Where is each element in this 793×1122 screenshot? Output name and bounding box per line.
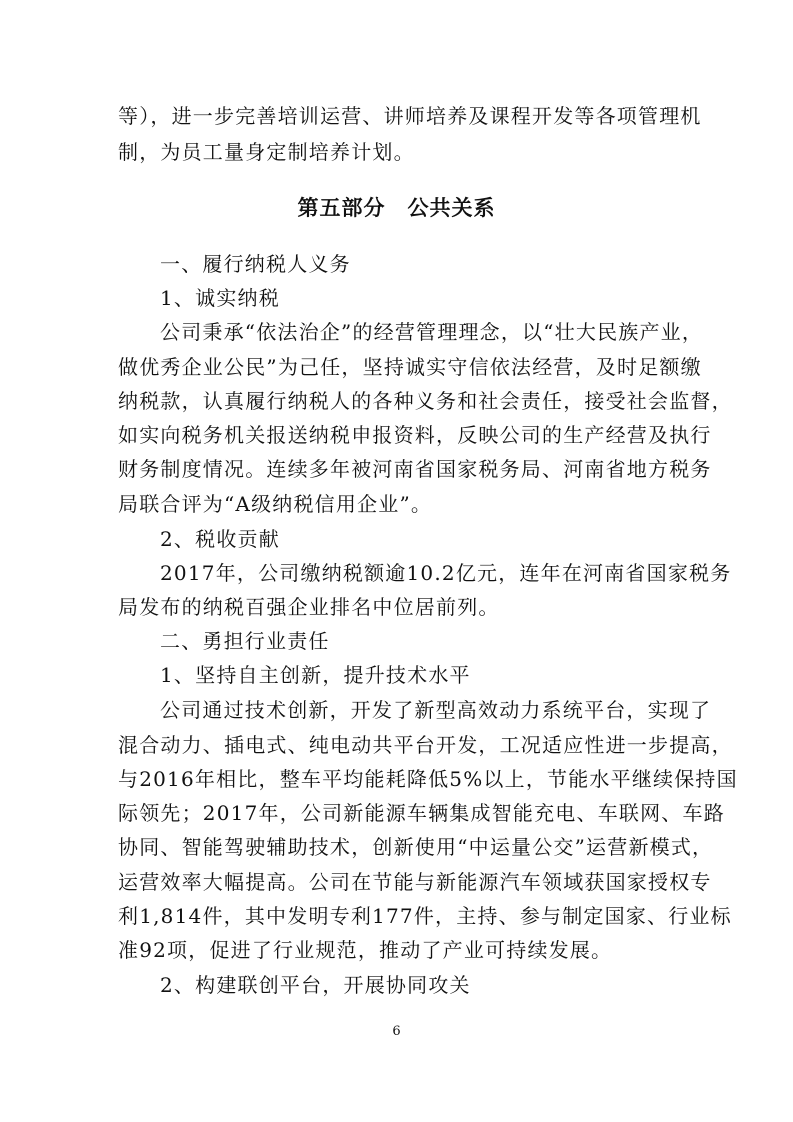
paragraph-line: 局发布的纳税百强企业排名中位居前列。: [118, 595, 500, 619]
paragraph-line: 局联合评为“A级纳税信用企业”。: [118, 492, 433, 516]
paragraph-line: 纳税款，认真履行纳税人的各种义务和社会责任，接受社会监督，: [118, 389, 733, 413]
page-number: 6: [392, 1024, 401, 1039]
heading-industry-responsibility: 二、勇担行业责任: [160, 629, 330, 653]
paragraph-line: 财务制度情况。连续多年被河南省国家税务局、河南省地方税务: [118, 457, 712, 481]
heading-tax-obligations: 一、履行纳税人义务: [160, 252, 351, 276]
paragraph-line: 制，为员工量身定制培养计划。: [118, 140, 415, 164]
paragraph-line: 做优秀企业公民”为己任，坚持诚实守信依法经营，及时足额缴: [118, 355, 702, 379]
paragraph-line: 准92项，促进了行业规范，推动了产业可持续发展。: [118, 938, 613, 962]
paragraph-line: 协同、智能驾驶辅助技术，创新使用“中运量公交”运营新模式，: [118, 835, 714, 859]
subheading-honest-tax: 1、诚实纳税: [160, 286, 280, 310]
section-title: 第五部分 公共关系: [297, 195, 496, 220]
paragraph-line: 公司通过技术创新，开发了新型高效动力系统平台，实现了: [160, 698, 712, 722]
paragraph-line: 运营效率大幅提高。公司在节能与新能源汽车领域获国家授权专: [118, 870, 712, 894]
subheading-joint-platform: 2、构建联创平台，开展协同攻关: [160, 973, 471, 997]
paragraph-line: 利1,814件，其中发明专利177件，主持、参与制定国家、行业标: [118, 904, 732, 928]
paragraph-line: 公司秉承“依法治企”的经营管理理念，以“壮大民族产业，: [160, 320, 704, 344]
subheading-tax-contribution: 2、税收贡献: [160, 527, 280, 551]
paragraph-line: 如实向税务机关报送纳税申报资料，反映公司的生产经营及执行: [118, 423, 712, 447]
paragraph-line: 与2016年相比，整车平均能耗降低5%以上，节能水平继续保持国: [118, 767, 738, 791]
paragraph-line: 混合动力、插电式、纯电动共平台开发，工况适应性进一步提高，: [118, 733, 733, 757]
paragraph-line: 际领先；2017年，公司新能源车辆集成智能充电、车联网、车路: [118, 801, 725, 825]
subheading-innovation: 1、坚持自主创新，提升技术水平: [160, 663, 471, 687]
paragraph-line: 等），进一步完善培训运营、讲师培养及课程开发等各项管理机: [118, 104, 702, 128]
paragraph-line: 2017年，公司缴纳税额逾10.2亿元，连年在河南省国家税务: [160, 561, 732, 585]
